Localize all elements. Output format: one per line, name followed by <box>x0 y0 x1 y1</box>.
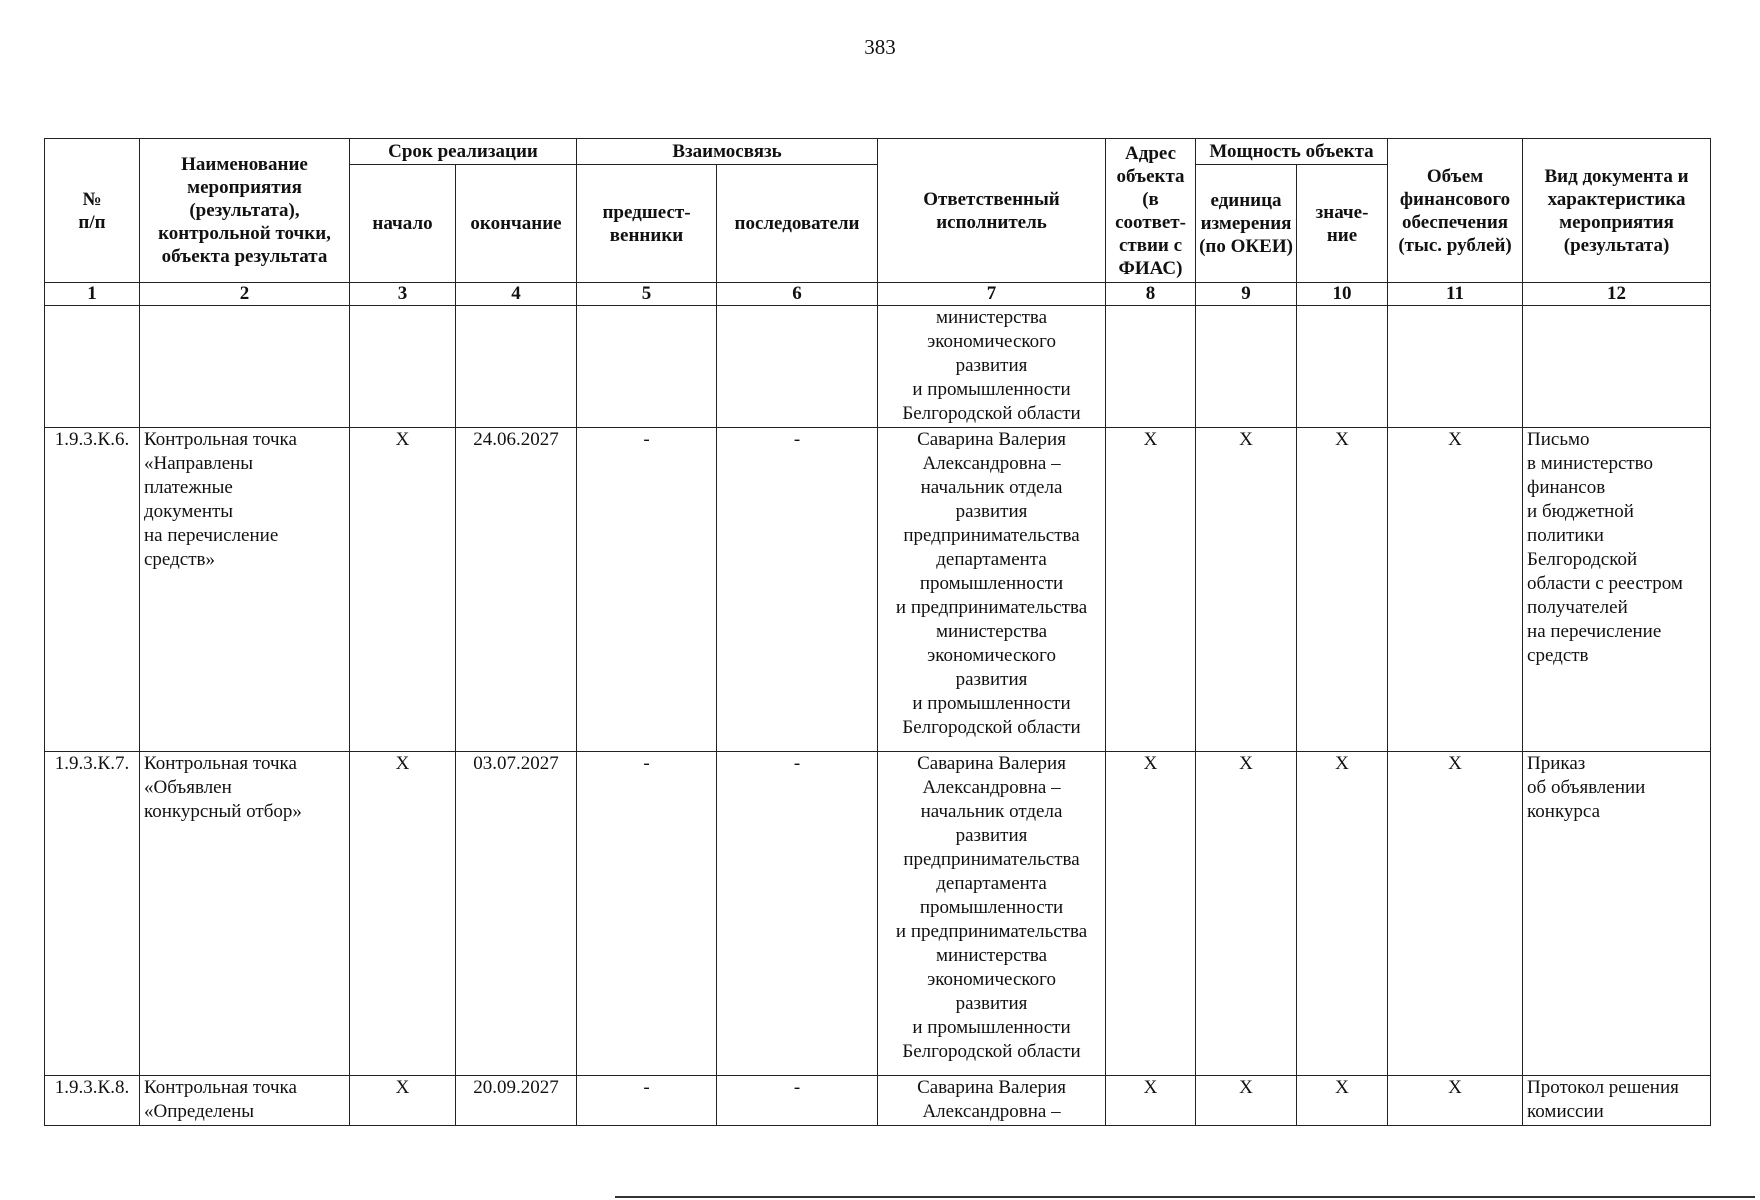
column-number: 10 <box>1297 283 1388 306</box>
doc-type-cell: Приказ об объявлении конкурса <box>1523 752 1711 1076</box>
column-numbers-row <box>45 283 1711 306</box>
header-value: значе- ние <box>1297 165 1388 283</box>
column-number: 6 <box>717 283 878 306</box>
column-number: 1 <box>45 283 140 306</box>
doc-type-cell: Протокол решения комиссии <box>1523 1076 1711 1126</box>
doc-type-cell: Письмо в министерство финансов и бюджетной политики Белгородской области с реестром получателей на перечисление средств <box>1523 428 1711 752</box>
column-number: 8 <box>1106 283 1196 306</box>
successors-cell: - <box>717 428 878 752</box>
header-address: Адрес объекта (в соответ-ствии с ФИАС) <box>1106 139 1196 283</box>
header-capacity: Мощность объекта <box>1196 139 1388 165</box>
start-cell: Х <box>350 1076 456 1126</box>
finance-cell: Х <box>1388 752 1523 1076</box>
column-number: 4 <box>456 283 577 306</box>
header-name: Наименование мероприятия (результата), контрольной точки, объекта результата <box>140 139 350 283</box>
name-cell: Контрольная точка «Направлены платежные документы на перечисление средств» <box>140 428 350 752</box>
name-cell: Контрольная точка «Определены <box>140 1076 350 1126</box>
num-cell: 1.9.3.К.6. <box>45 428 140 752</box>
header-doc-type: Вид документа и характеристика мероприятия (результата) <box>1523 139 1711 283</box>
column-number: 2 <box>140 283 350 306</box>
value-cell: Х <box>1297 1076 1388 1126</box>
num-cell: 1.9.3.К.7. <box>45 752 140 1076</box>
responsible-cell: министерства экономического развития и промышленности Белгородской области <box>878 306 1106 428</box>
end-cell: 03.07.2027 <box>456 752 577 1076</box>
predecessors-cell: - <box>577 752 717 1076</box>
column-number: 12 <box>1523 283 1711 306</box>
header-successors: последователи <box>717 165 878 283</box>
column-number: 11 <box>1388 283 1523 306</box>
header-start: начало <box>350 165 456 283</box>
continuation-row <box>45 306 1711 428</box>
header-relation: Взаимосвязь <box>577 139 878 165</box>
responsible-cell: Саварина Валерия Александровна – начальник отдела развития предпринимательства департамента промышленности и предпринимательства министерства экономического развития и промышленности Белгородской области <box>878 752 1106 1076</box>
column-number: 9 <box>1196 283 1297 306</box>
plan-table <box>44 138 1711 1126</box>
header-num: № п/п <box>45 139 140 283</box>
column-number: 5 <box>577 283 717 306</box>
end-cell: 20.09.2027 <box>456 1076 577 1126</box>
header-unit: единица измерения (по ОКЕИ) <box>1196 165 1297 283</box>
header-finance: Объем финансового обеспечения (тыс. рублей) <box>1388 139 1523 283</box>
column-number: 7 <box>878 283 1106 306</box>
table-row <box>45 428 1711 752</box>
table-row <box>45 752 1711 1076</box>
address-cell: Х <box>1106 428 1196 752</box>
end-cell: 24.06.2027 <box>456 428 577 752</box>
successors-cell: - <box>717 1076 878 1126</box>
name-cell: Контрольная точка «Объявлен конкурсный отбор» <box>140 752 350 1076</box>
start-cell: Х <box>350 428 456 752</box>
successors-cell: - <box>717 752 878 1076</box>
value-cell: Х <box>1297 752 1388 1076</box>
unit-cell: Х <box>1196 752 1297 1076</box>
unit-cell: Х <box>1196 1076 1297 1126</box>
predecessors-cell: - <box>577 1076 717 1126</box>
header-predecessors: предшест- венники <box>577 165 717 283</box>
predecessors-cell: - <box>577 428 717 752</box>
unit-cell: Х <box>1196 428 1297 752</box>
column-number: 3 <box>350 283 456 306</box>
address-cell: Х <box>1106 1076 1196 1126</box>
address-cell: Х <box>1106 752 1196 1076</box>
table-header <box>45 139 1711 283</box>
finance-cell: Х <box>1388 1076 1523 1126</box>
finance-cell: Х <box>1388 428 1523 752</box>
responsible-cell: Саварина Валерия Александровна – начальник отдела развития предпринимательства департамента промышленности и предпринимательства министерства экономического развития и промышленности Белгородской области <box>878 428 1106 752</box>
header-period: Срок реализации <box>350 139 577 165</box>
value-cell: Х <box>1297 428 1388 752</box>
responsible-cell: Саварина Валерия Александровна – <box>878 1076 1106 1126</box>
start-cell: Х <box>350 752 456 1076</box>
header-responsible: Ответственный исполнитель <box>878 139 1106 283</box>
num-cell: 1.9.3.К.8. <box>45 1076 140 1126</box>
header-end: окончание <box>456 165 577 283</box>
table-row <box>45 1076 1711 1126</box>
page-bottom-rule <box>615 1196 1755 1198</box>
page-number: 383 <box>864 35 896 59</box>
